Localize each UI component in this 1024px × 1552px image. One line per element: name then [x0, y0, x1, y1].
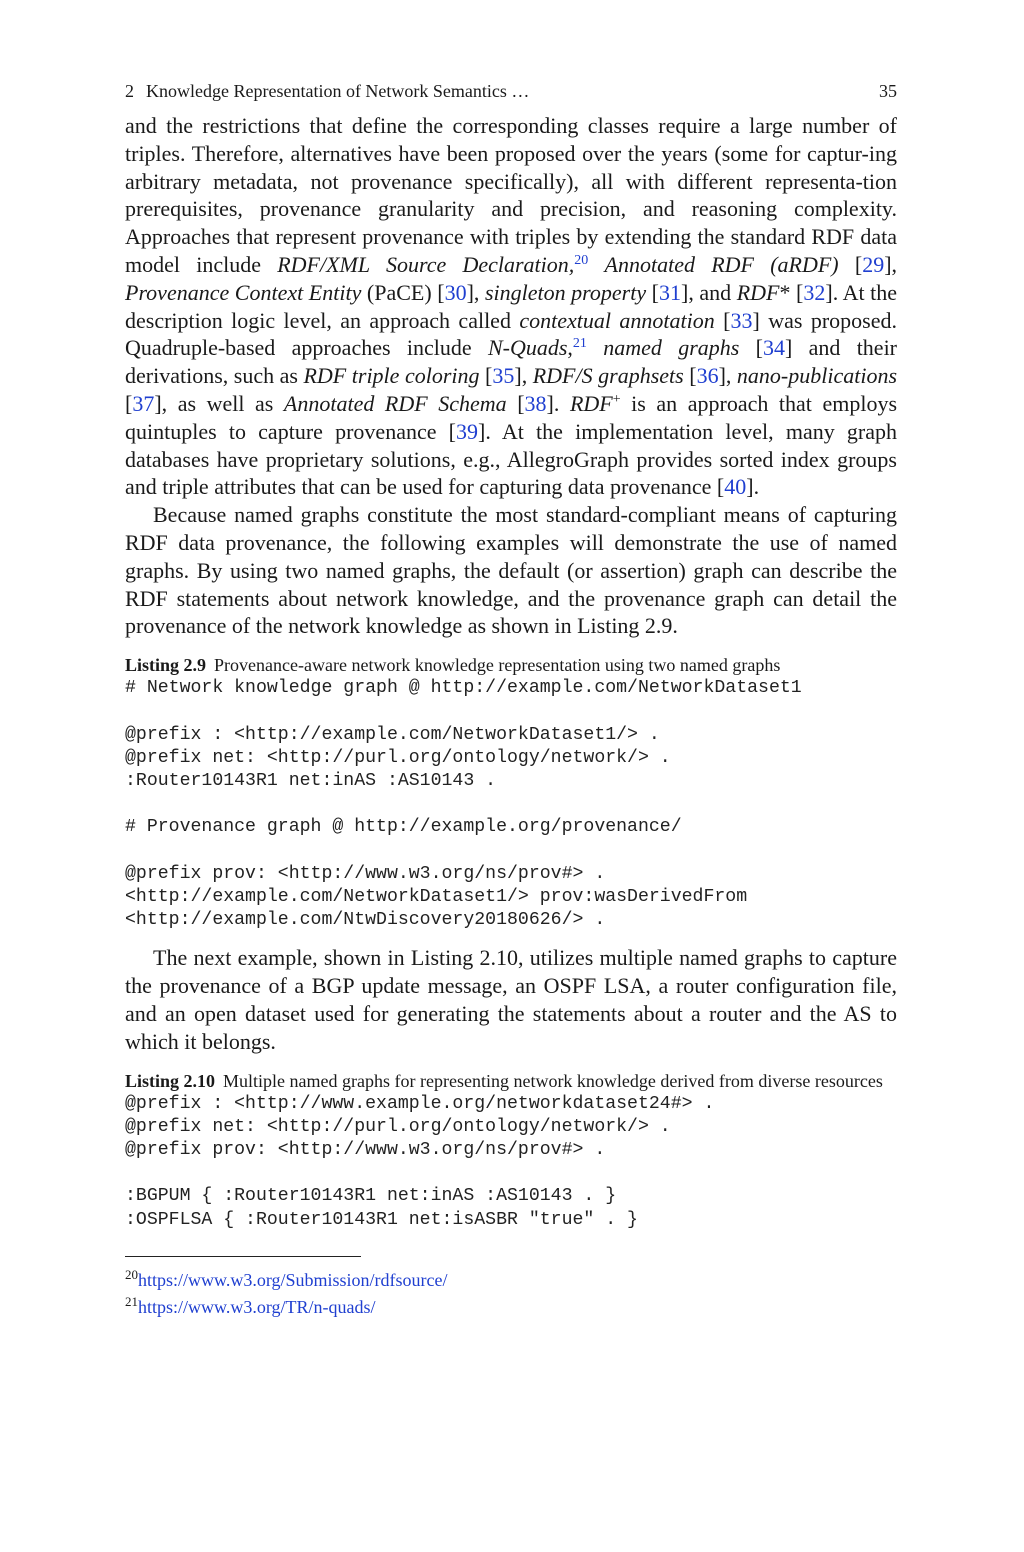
term-annotated-rdf-schema: Annotated RDF Schema [283, 390, 507, 416]
citation-32[interactable]: 32 [803, 279, 826, 305]
citation-38[interactable]: 38 [524, 390, 547, 416]
citation-33[interactable]: 33 [730, 307, 753, 333]
citation-35[interactable]: 35 [492, 363, 515, 389]
text-run: ] was proposed. Quadruple-based approaches include [125, 307, 898, 361]
listing-label: Listing 2.9 [125, 655, 207, 676]
text-run: ]. At the implementation level, many graph databases have proprietary solutions, e.g., AllegroGraph provides sorted index groups and triple attributes that can be used for capturing data provenance [ [125, 418, 897, 500]
listing-label: Listing 2.10 [125, 1070, 216, 1091]
paragraph-provenance-approaches: and the restrictions that define the corresponding classes require a large number of triples. Therefore, alternatives have been proposed over the years (some for captur-ing arbitrary metadata, not provenance specifically), all with different representa-tion prerequisites, provenance granularity and precision, and reasoning complexity. Approaches that represent provenance with triples by extending the standard RDF data model include RDF/XML Source Declaration,$^{20}$ Annotated RDF (aRDF) [29], Provenance Context Entity (PaCE) [30], singleton property [31], and RDF* [32]. At the description logic level, an approach called contextual annotation [33] was proposed. Quadruple-based approaches include N-Quads,$^{21}$ named graphs [34] and their derivations, such as RDF triple coloring [35], RDF/S graphsets [36], nano-publications [37], as well as Annotated RDF Schema [38]. RDF+ is an approach that employs quintuples to capture provenance [39]. At the implementation level, many graph databases have proprietary solutions, e.g., AllegroGraph provides sorted index groups and triple attributes that can be used for capturing data provenance [40]. [125, 113, 898, 500]
page [125, 78, 897, 1321]
footnote-link[interactable]: https://www.w3.org/Submission/rdfsource/ [138, 1269, 448, 1290]
term-pace: Provenance Context Entity [125, 279, 362, 305]
footnote-ref-21[interactable]: 21 [572, 336, 587, 352]
listing-2-9-code: # Network knowledge graph @ http://example.com/NetworkDataset1 @prefix : <http://example.com/NetworkDataset1/> . @prefix net: <http://purl.org/ontology/network/> . :Router10143R1 net:inAS :AS10143 . # Provenance graph @ http://example.org/provenance/ @prefix prov: <http://www.w3.org/ns/prov#> . <http://example.com/NetworkDataset1/> prov:wasDerivedFrom <http://example.com/NtwDiscovery20180626/> . [125, 678, 802, 931]
term-rdfxml: RDF/XML Source Declaration, [277, 251, 575, 277]
term-named-graphs: named graphs [603, 335, 740, 361]
term-rdf-star: RDF [736, 279, 780, 305]
text-run: ]. [746, 474, 760, 500]
plus-symbol: + [612, 391, 621, 407]
page-number: 35 [879, 81, 897, 101]
listing-2-9-caption [125, 654, 897, 677]
term-contextual-annotation: contextual annotation [519, 307, 715, 333]
citation-39[interactable]: 39 [456, 418, 479, 444]
spacer [125, 932, 897, 944]
text-run: and the restrictions that define the corresponding classes require a large number of triples. Therefore, alternatives have been proposed over the years (some for captur-ing arbitrary metadata, not provenance specifically), all with different representa-tion prerequisites, provenance granularity and precision, and reasoning complexity. Approaches that represent provenance with triples by extending the standard RDF data model include [125, 113, 897, 277]
text-run: ], as well as [154, 390, 284, 416]
paragraph-named-graphs: Because named graphs constitute the most standard-compliant means of capturing RDF data provenance, the following examples will demonstrate the use of named graphs. By using two named graphs, the default (or assertion) graph can describe the RDF statements about network knowledge, and the provenance graph can detail the provenance of the network knowledge as shown in Listing 2.9. [125, 502, 897, 639]
term-rdf-plus: RDF [569, 390, 613, 416]
footnote-number: 20 [125, 1266, 138, 1282]
term-rdf-triple-coloring: RDF triple coloring [303, 363, 480, 389]
listing-caption-text: Multiple named graphs for representing network knowledge derived from diverse resources [223, 1070, 883, 1091]
chapter-title: Knowledge Representation of Network Semantics … [146, 81, 530, 101]
footnote-rule [125, 1256, 361, 1257]
listing-2-10-caption [125, 1070, 897, 1093]
text-run: ], and [681, 279, 737, 305]
footnote-number: 21 [125, 1293, 138, 1309]
text-run: ]. At the description logic level, an approach called [125, 279, 897, 333]
paragraph-next-example: The next example, shown in Listing 2.10, utilizes multiple named graphs to capture the provenance of a BGP update message, an OSPF LSA, a router configuration file, and an open dataset used for generating the statements about a router and the AS to which it belongs. [125, 945, 897, 1054]
running-head-left [125, 78, 529, 104]
citation-40[interactable]: 40 [724, 474, 747, 500]
footnote-20 [125, 1267, 897, 1294]
text-run: ], [466, 279, 485, 305]
listing-2-10-code: @prefix : <http://www.example.org/networkdataset24#> . @prefix net: <http://purl.org/ontology/network/> . @prefix prov: <http://www.w3.org/ns/prov#> . :BGPUM { :Router10143R1 net:inAS :AS10143 . } :OSPFLSA { :Router10143R1 net:isASBR "true" . } [125, 1093, 715, 1230]
citation-31[interactable]: 31 [659, 279, 682, 305]
term-ardf: Annotated RDF (aRDF) [604, 251, 839, 277]
listing-caption-text: Provenance-aware network knowledge representation using two named graphs [214, 655, 781, 676]
citation-30[interactable]: 30 [444, 279, 467, 305]
term-rdfs-graphsets: RDF/S graphsets [532, 363, 684, 389]
text-run: ] and their derivations, such as [125, 335, 898, 389]
citation-36[interactable]: 36 [696, 363, 719, 389]
citation-29[interactable]: 29 [862, 251, 885, 277]
text-run: is an approach that employs quintuples to capture provenance [ [125, 390, 898, 444]
term-nquads: N-Quads [487, 335, 568, 361]
citation-37[interactable]: 37 [132, 390, 155, 416]
text-run: (PaCE) [ [361, 279, 445, 305]
term-nano-publications: nano-publications [736, 363, 898, 389]
term-singleton-property: singleton property [484, 279, 647, 305]
citation-34[interactable]: 34 [762, 335, 785, 361]
footnote-link[interactable]: https://www.w3.org/TR/n-quads/ [138, 1296, 376, 1317]
footnote-21 [125, 1294, 897, 1321]
running-head [125, 78, 897, 104]
chapter-number: 2 [125, 81, 134, 101]
star-symbol: * [779, 279, 791, 305]
footnote-ref-20[interactable]: 20 [574, 252, 589, 268]
